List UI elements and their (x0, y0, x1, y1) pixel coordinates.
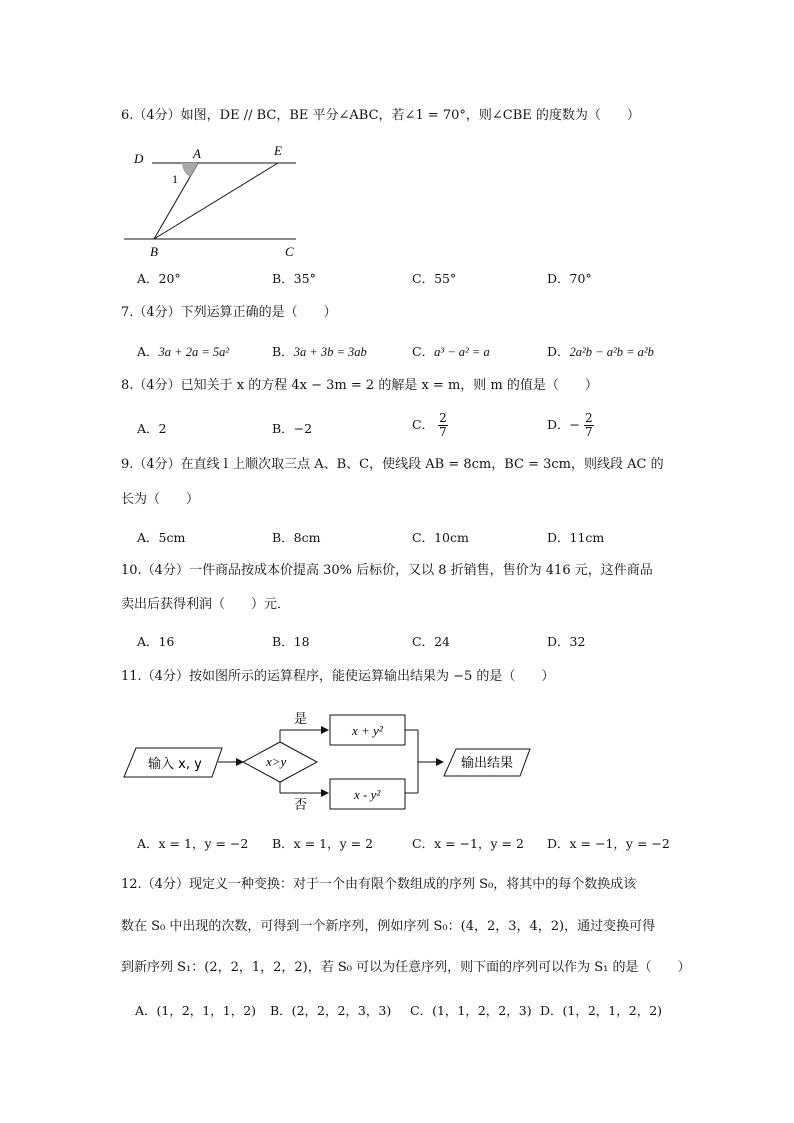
label-c: C (285, 244, 294, 259)
q7-option-b: B．3a + 3b = 3ab (272, 344, 367, 359)
flow-condition: x>y (266, 754, 287, 769)
q12-option-d: D．(1，2，1，2，2) (540, 1003, 663, 1018)
q6-figure (118, 140, 308, 265)
label-a: A (193, 146, 201, 161)
label-d: D (134, 151, 144, 166)
q11-option-d: D．x = −1，y = −2 (547, 836, 670, 851)
q9-option-b: B．8cm (272, 530, 321, 545)
q9-option-a: A．5cm (137, 530, 186, 545)
q12-stem-line3: 到新序列 S₁：(2，2，1，2，2)，若 S₀ 可以为任意序列，则下面的序列可以作为 S₁ 的是（ ） (121, 960, 691, 975)
q7-option-d: D．2a²b − a²b = a²b (547, 344, 654, 359)
q10-stem-line2: 卖出后获得利润（ ）元． (121, 597, 291, 612)
q8-option-d: D．− $\frac{2}{7}$ (547, 411, 593, 439)
q11-stem: 11.（4分）按如图所示的运算程序，能使运算输出结果为 −5 的是（ ） (121, 669, 555, 684)
q12-option-a: A．(1，2，1，1，2) (135, 1003, 257, 1018)
q8-option-b: B．−2 (272, 421, 313, 436)
q6-option-a: A．20° (137, 271, 181, 286)
q11-flowchart (118, 705, 538, 845)
q7-option-c: C．a³ − a² = a (412, 344, 490, 359)
q12-option-c: C．(1，1，2，2，3) (410, 1003, 532, 1018)
q9-option-d: D．11cm (547, 530, 605, 545)
q10-option-a: A．16 (137, 634, 175, 649)
q10-option-c: C．24 (412, 634, 450, 649)
q6-stem: 6.（4分）如图，DE // BC，BE 平分∠ABC，若∠1 = 70°，则∠CBE 的度数为（ ） (121, 108, 640, 123)
flow-no-label: 否 (294, 798, 308, 813)
q11-option-b: B．x = 1，y = 2 (272, 836, 374, 851)
q8-stem: 8.（4分）已知关于 x 的方程 4x − 3m = 2 的解是 x = m，则 m 的值是（ ） (121, 378, 598, 393)
q6-option-b: B．35° (272, 271, 316, 286)
q10-stem-line1: 10.（4分）一件商品按成本价提高 30% 后标价，又以 8 折销售，售价为 416 元，这件商品 (121, 563, 653, 578)
label-angle-1: 1 (172, 172, 178, 186)
q12-stem-line2: 数在 S₀ 中出现的次数，可得到一个新序列，例如序列 S₀：(4，2，3，4，2)，通过变换可得 (121, 919, 656, 934)
q7-stem: 7.（4分）下列运算正确的是（ ） (121, 305, 337, 320)
q9-option-c: C．10cm (412, 530, 469, 545)
label-e: E (274, 143, 282, 158)
flow-input-label: 输入 x, y (148, 757, 202, 772)
q10-option-b: B．18 (272, 634, 310, 649)
q11-option-c: C．x = −1，y = 2 (412, 836, 524, 851)
label-b: B (150, 244, 158, 259)
q12-option-b: B．(2，2，2，3，3) (270, 1003, 392, 1018)
q6-option-c: C．55° (412, 271, 457, 286)
flow-output-label: 输出结果 (461, 756, 514, 771)
flow-yes-label: 是 (294, 712, 308, 727)
q8-option-a: A．2 (137, 421, 167, 436)
q6-option-d: D．70° (547, 271, 592, 286)
q7-option-a: A．3a + 2a = 5a² (137, 344, 230, 359)
q8-option-c: C． $\frac{2}{7}$ (412, 411, 447, 439)
q9-stem-line1: 9.（4分）在直线 l 上顺次取三点 A、B、C，使线段 AB = 8cm，BC = 3cm，则线段 AC 的 (121, 457, 664, 472)
q10-option-d: D．32 (547, 634, 586, 649)
flow-bottom-box: x - y² (354, 787, 381, 802)
q9-stem-line2: 长为（ ） (121, 492, 200, 507)
flow-top-box: x + y² (352, 723, 383, 738)
q12-stem-line1: 12.（4分）现定义一种变换：对于一个由有限个数组成的序列 S₀，将其中的每个数换成该 (121, 877, 637, 892)
q11-option-a: A．x = 1，y = −2 (137, 836, 249, 851)
